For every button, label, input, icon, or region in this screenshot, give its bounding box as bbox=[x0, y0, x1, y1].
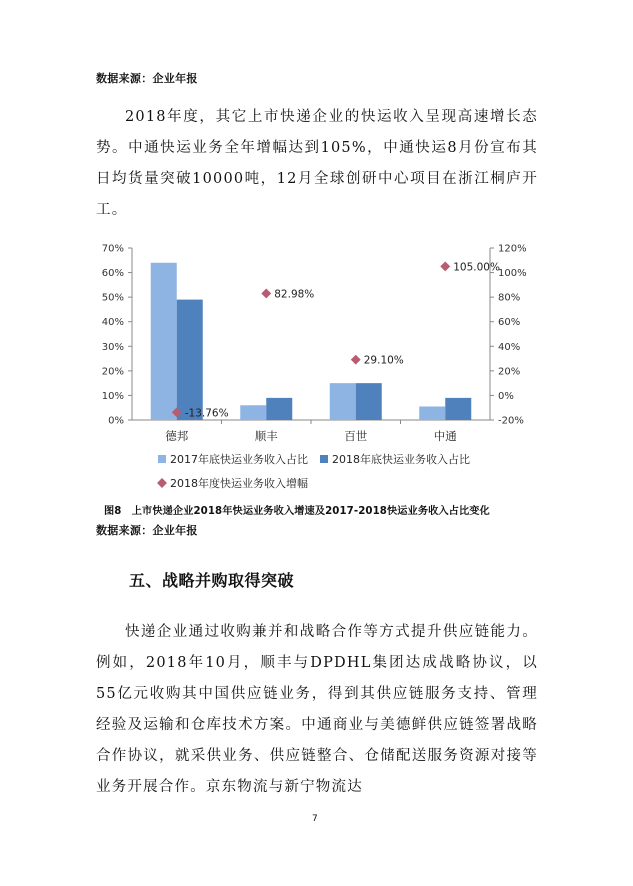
right-tick-label: 100% bbox=[498, 268, 527, 280]
left-tick-label: 10% bbox=[101, 390, 124, 402]
bar-2017-1 bbox=[151, 263, 177, 420]
category-label: 德邦 bbox=[165, 429, 189, 443]
right-tick-label: 120% bbox=[498, 243, 527, 255]
bar-2018-4 bbox=[445, 398, 471, 420]
growth-data-label: 105.00% bbox=[453, 261, 500, 274]
left-tick-label: 30% bbox=[101, 341, 124, 353]
right-tick-label: -20% bbox=[498, 415, 524, 427]
legend-swatch-2017 bbox=[158, 455, 166, 463]
growth-point bbox=[440, 261, 450, 271]
growth-data-label: 29.10% bbox=[363, 354, 404, 367]
legend-label-2018: 2018年底快运业务收入占比 bbox=[332, 453, 470, 466]
left-tick-label: 40% bbox=[101, 317, 124, 329]
left-tick-label: 60% bbox=[101, 268, 124, 280]
bar-2017-2 bbox=[240, 405, 266, 420]
left-tick-label: 50% bbox=[101, 292, 124, 304]
body-paragraph-2: 快递企业通过收购兼并和战略合作等方式提升供应链能力。例如，2018年10月，顺丰与DPDHL集团达成战略协议，以55亿元收购其中国供应链业务，得到其供应链服务支持、管理经验及运输和仓库技术方案。中通商业与美德鲜供应链签署战略合作协议，就采供业务、供应链整合、仓储配送服务资源对接等业务开展合作。京东物流与新宁物流达 bbox=[96, 624, 538, 795]
legend-swatch-2018 bbox=[320, 455, 328, 463]
right-tick-label: 40% bbox=[498, 341, 521, 353]
growth-point bbox=[351, 355, 361, 365]
category-label: 百世 bbox=[344, 429, 368, 443]
right-tick-label: 20% bbox=[498, 366, 521, 378]
legend-label-2017: 2017年底快运业务收入占比 bbox=[170, 453, 308, 466]
page-number: 7 bbox=[312, 814, 318, 824]
growth-data-label: -13.76% bbox=[184, 407, 229, 420]
category-label: 中通 bbox=[433, 429, 457, 443]
bar-line-chart bbox=[92, 238, 542, 500]
category-label: 顺丰 bbox=[254, 429, 278, 443]
growth-data-label: 82.98% bbox=[274, 288, 315, 301]
right-tick-label: 80% bbox=[498, 292, 521, 304]
body-paragraph-1: 2018年度，其它上市快递企业的快运收入呈现高速增长态势。中通快运业务全年增幅达到105%，中通快运8月份宣布其日均货量突破10000吨，12月全球创研中心项目在浙江桐庐开工。 bbox=[96, 109, 538, 218]
left-tick-label: 20% bbox=[101, 366, 124, 378]
legend-label-growth: 2018年度快运业务收入增幅 bbox=[170, 477, 308, 490]
left-tick-label: 0% bbox=[108, 415, 124, 427]
figure-caption: 图8 上市快递企业2018年快运业务收入增速及2017-2018快运业务收入占比变化 bbox=[104, 506, 490, 517]
data-source-note-2: 数据来源：企业年报 bbox=[96, 524, 198, 537]
right-tick-label: 0% bbox=[498, 390, 514, 402]
bar-2017-4 bbox=[419, 406, 445, 420]
bar-2018-1 bbox=[177, 300, 203, 420]
bar-2018-3 bbox=[356, 383, 382, 420]
growth-point bbox=[261, 289, 271, 299]
left-tick-label: 70% bbox=[101, 243, 124, 255]
legend-marker-growth bbox=[157, 478, 167, 488]
data-source-note: 数据来源：企业年报 bbox=[96, 72, 198, 85]
bar-2018-2 bbox=[266, 398, 292, 420]
section-heading: 五、战略并购取得突破 bbox=[129, 571, 295, 590]
bar-2017-3 bbox=[330, 383, 356, 420]
right-tick-label: 60% bbox=[498, 317, 521, 329]
